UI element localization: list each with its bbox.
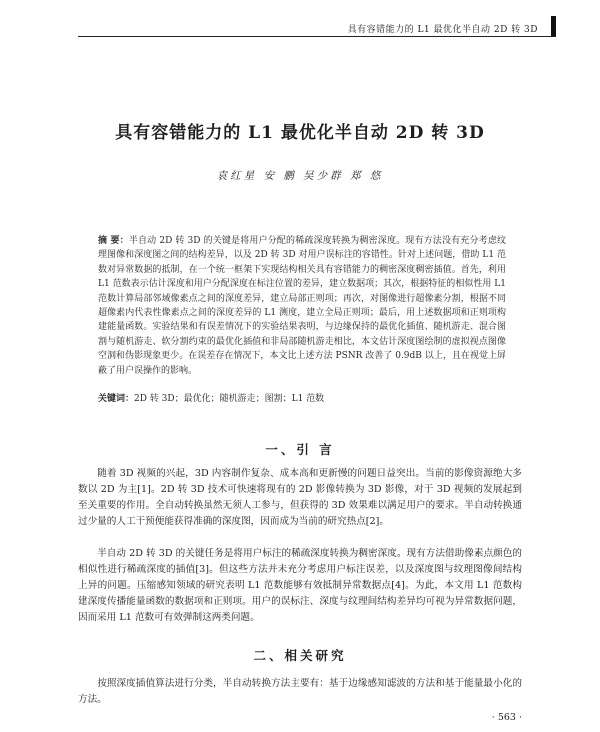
running-header	[0, 0, 600, 40]
intro-paragraph-2: 半自动 2D 转 3D 的关键任务是将用户标注的稀疏深度转换为稠密深度。现有方法借助像素点颜色的相似性进行稀疏深度的插值[3]。但这些方法并未充分考虑用户标注误差，以及深度图与纹理图像间结构上异的问题。压缩感知领域的研究表明 L1 范数能够有效抵制异常数据点[4]。为此，本文用 L1 范数构建深度传播能量函数的数据项和正则项。用户的误标注、深度与纹理间结构差异均可视为异常数据问题，因而采用 L1 范数可有效弹制这两类问题。	[78, 548, 522, 623]
abstract	[98, 234, 506, 378]
header-rule	[78, 36, 556, 37]
paper-title: 具有容错能力的 L1 最优化半自动 2D 转 3D	[115, 123, 485, 143]
abstract-text: 半自动 2D 转 3D 的关键是将用户分配的稀疏深度转换为稠密深度。现有方法没有充分考虑纹理图像和深度图之间的结构差异，以及 2D 转 3D 对用户误标注的容错性。针对上述问题，借助 L1 范数对异常数据的抵制，在一个统一框架下实现结构相关具有容错能力的稠密深度稠密插值。首先，利用 L1 范数表示估计深度和用户分配深度在标注位置的差异，建立数据项；其次，根据特征的相似性用 L1 范数计算局部邻域像素点之间的深度差异，建立局部正则项；再次，对图像进行超像素分割，根据不同超像素内代表性像素点之间的深度差异的 L1 测度，建立全局正则项；最后，用上述数据项和正则项构建能量函数。实验结果和有误差情况下的实验结果表明，与边缘保持的最优化插值、随机游走、混合图割与随机游走、软分割约束的最优化插值和非局部随机游走相比，本文估计深度图绘制的虚拟视点图像空洞和伪影现象更少。在误差存在情况下，本文比上述方法 PSNR 改善了 0.9dB 以上，且在视觉上屏蔽了用户误操作的影响。	[98, 236, 506, 376]
related-work-paragraph-1: 按照深度插值算法进行分类，半自动转换方法主要有：基于边缘感知滤波的方法和基于能量最小化的方法。	[78, 678, 522, 705]
section-heading-introduction: 一、引 言	[265, 442, 335, 457]
section-heading-related-work: 二、相关研究	[253, 648, 347, 663]
running-title: 具有容错能力的 L1 最优化半自动 2D 转 3D	[347, 25, 538, 35]
keywords-text: 2D 转 3D；最优化；随机游走；图割；L1 范数	[134, 394, 325, 404]
abstract-label: 摘 要：	[98, 236, 129, 246]
keywords	[98, 392, 506, 406]
keywords-label: 关键词：	[98, 394, 135, 404]
page-number: · 563 ·	[491, 712, 522, 723]
header-tab-mark	[551, 16, 556, 36]
intro-paragraph-1: 随着 3D 视频的兴起，3D 内容制作复杂、成本高和更新慢的问题日益突出。当前的影像资源绝大多数以 2D 为主[1]。2D 转 3D 技术可快速将现有的 2D 影像转换为 3D 影像，对于 3D 视频的发展起到至关重要的作用。全自动转换虽然无须人工参与，但获得的 3D 效果难以满足用户的要求。半自动转换通过少量的人工干预便能获得准确的深度图，因而成为当前的研究热点[2]。	[78, 468, 522, 527]
author-list: 袁红星 安 鹏 吴少群 郑 悠	[216, 170, 384, 182]
